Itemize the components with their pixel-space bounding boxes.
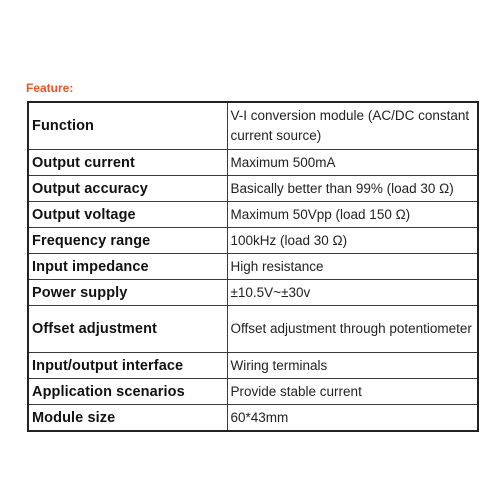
table-row xyxy=(28,102,478,150)
table-row xyxy=(28,254,478,280)
spec-value: Maximum 500mA xyxy=(227,150,478,176)
table-row xyxy=(28,228,478,254)
table-row xyxy=(28,353,478,379)
spec-label: Offset adjustment xyxy=(28,306,227,353)
spec-label: Frequency range xyxy=(28,228,227,254)
spec-value: Basically better than 99% (load 30 Ω) xyxy=(227,176,478,202)
spec-value: Provide stable current xyxy=(227,379,478,405)
spec-value: 60*43mm xyxy=(227,405,478,432)
spec-label: Function xyxy=(28,102,227,150)
table-row xyxy=(28,176,478,202)
table-row xyxy=(28,150,478,176)
table-row xyxy=(28,379,478,405)
table-row xyxy=(28,306,478,353)
spec-value: High resistance xyxy=(227,254,478,280)
spec-table xyxy=(27,101,479,432)
spec-label: Input impedance xyxy=(28,254,227,280)
spec-value: Offset adjustment through potentiometer xyxy=(227,306,478,353)
table-row xyxy=(28,280,478,306)
spec-value: ±10.5V~±30v xyxy=(227,280,478,306)
spec-label: Output voltage xyxy=(28,202,227,228)
spec-label: Power supply xyxy=(28,280,227,306)
table-row xyxy=(28,202,478,228)
spec-label: Output accuracy xyxy=(28,176,227,202)
spec-value: Wiring terminals xyxy=(227,353,478,379)
spec-value: 100kHz (load 30 Ω) xyxy=(227,228,478,254)
spec-value: V-I conversion module (AC/DC constant current source) xyxy=(227,102,478,150)
spec-label: Application scenarios xyxy=(28,379,227,405)
spec-label: Output current xyxy=(28,150,227,176)
table-row xyxy=(28,405,478,432)
feature-heading: Feature: xyxy=(26,81,74,95)
spec-label: Input/output interface xyxy=(28,353,227,379)
spec-label: Module size xyxy=(28,405,227,432)
spec-value: Maximum 50Vpp (load 150 Ω) xyxy=(227,202,478,228)
